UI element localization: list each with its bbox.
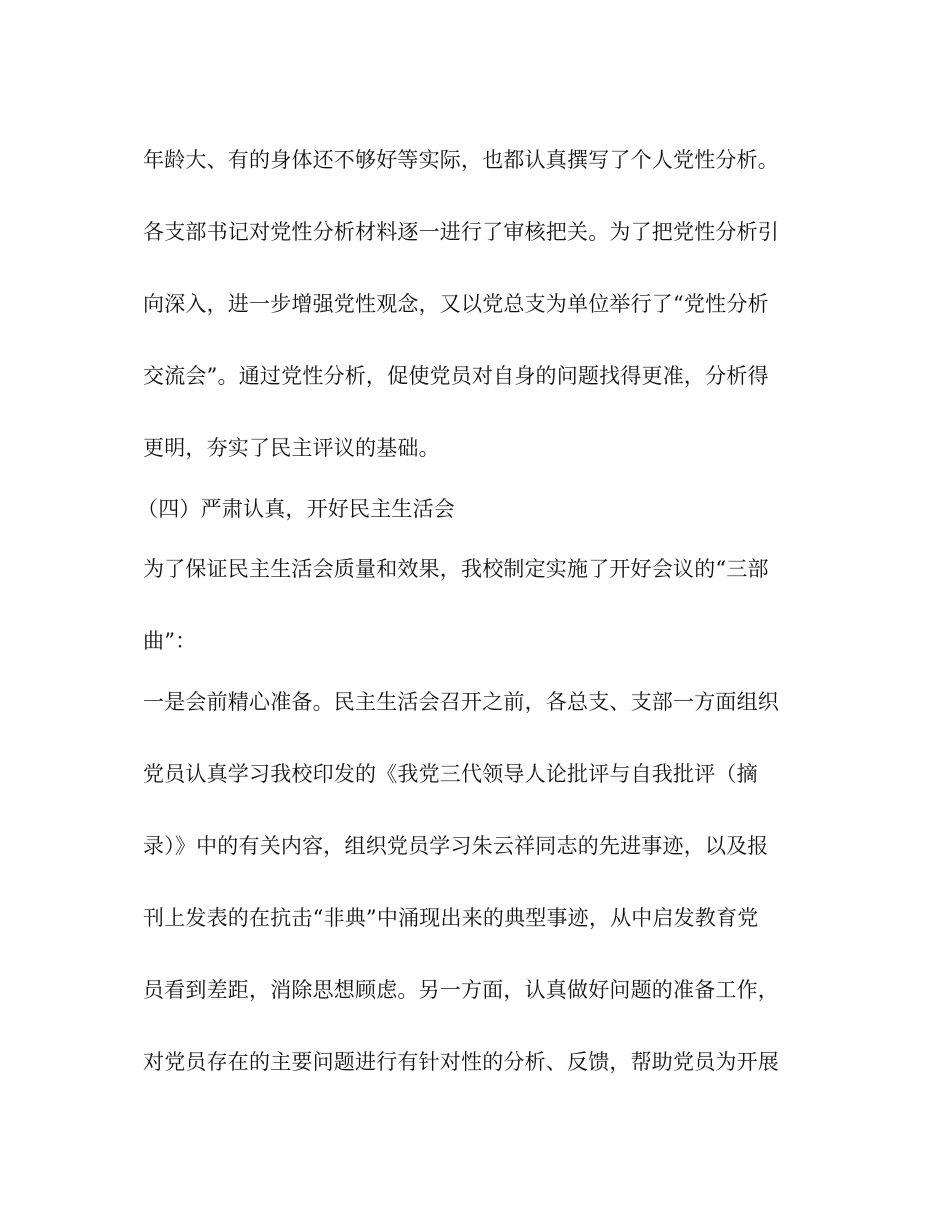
paragraph-line: 交流会”。通过党性分析，促使党员对自身的问题找得更准，分析得 — [143, 364, 769, 388]
paragraph-line: 一是会前精心准备。民主生活会召开之前，各总支、支部一方面组织 — [143, 690, 779, 714]
paragraph-line: 为了保证民主生活会质量和效果，我校制定实施了开好会议的“三部 — [143, 557, 769, 581]
paragraph-line: 年龄大、有的身体还不够好等实际，也都认真撰写了个人党性分析。 — [143, 148, 779, 172]
paragraph-line: 更明，夯实了民主评议的基础。 — [143, 436, 440, 460]
paragraph-line: 对党员存在的主要问题进行有针对性的分析、反馈，帮助党员为开展 — [143, 1050, 779, 1074]
paragraph-line: 刊上发表的在抗击“非典”中涌现出来的典型事迹，从中启发教育党 — [143, 906, 759, 930]
paragraph-line: 员看到差距，消除思想顾虑。另一方面，认真做好问题的准备工作， — [143, 978, 779, 1002]
paragraph-line: 向深入，进一步增强党性观念，又以党总支为单位举行了“党性分析 — [143, 292, 769, 316]
paragraph-line: 曲”： — [143, 629, 197, 653]
section-heading: （四）严肃认真，开好民主生活会 — [137, 497, 455, 521]
paragraph-line: 各支部书记对党性分析材料逐一进行了审核把关。为了把党性分析引 — [143, 220, 779, 244]
paragraph-line: 党员认真学习我校印发的《我党三代领导人论批评与自我批评（摘 — [143, 762, 758, 786]
paragraph-line: 录）》中的有关内容，组织党员学习朱云祥同志的先进事迹，以及报 — [143, 834, 769, 858]
